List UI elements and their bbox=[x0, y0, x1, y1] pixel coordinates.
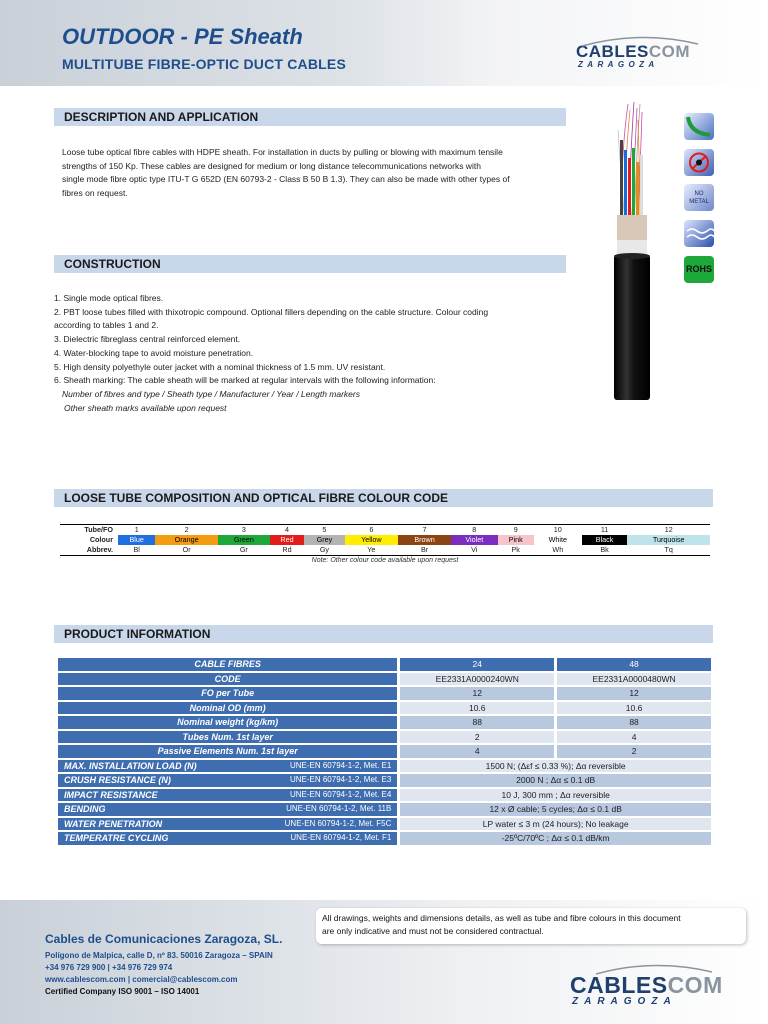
table-cell: Ye bbox=[345, 545, 398, 556]
table-row bbox=[58, 745, 711, 758]
table-cell: 88 bbox=[400, 716, 554, 729]
footer-certification: Certified Company ISO 9001 – ISO 14001 bbox=[45, 987, 200, 996]
table-cell: 2 bbox=[155, 525, 217, 536]
table-cell: 3 bbox=[218, 525, 270, 536]
test-label-cell bbox=[58, 774, 397, 787]
test-method: UNE-EN 60794-1-2, Met. F1 bbox=[290, 833, 392, 842]
colour-swatch: Turquoise bbox=[627, 535, 710, 545]
logo-subtext: ZARAGOZA bbox=[578, 60, 659, 69]
table-row bbox=[58, 687, 711, 700]
test-value: LP water ≤ 3 m (24 hours); No leakage bbox=[400, 818, 711, 831]
test-value: 1500 N; (Δεf ≤ 0.33 %); Δα reversible bbox=[400, 760, 711, 773]
construction-line: 4. Water-blocking tape to avoid moisture penetration. bbox=[54, 347, 254, 358]
column-header: 24 bbox=[400, 658, 554, 671]
footer-address: Polígono de Malpica, calle D, nº 83. 50016 Zaragoza – SPAIN bbox=[45, 951, 273, 960]
colour-code-heading: LOOSE TUBE COMPOSITION AND OPTICAL FIBRE COLOUR CODE bbox=[54, 489, 713, 507]
rohs-badge: ROHS bbox=[684, 256, 714, 283]
test-method: UNE-EN 60794-1-2, Met. E1 bbox=[289, 760, 392, 770]
test-value: 10 J, 300 mm ; Δα reversible bbox=[400, 789, 711, 802]
construction-line: 2. PBT loose tubes filled with thixotropic compound. Optional fillers depending on the cable structure. Colour coding bbox=[54, 306, 489, 317]
water-resistant-icon bbox=[684, 220, 714, 247]
construction-text bbox=[54, 292, 574, 415]
table-cell: 5 bbox=[304, 525, 345, 536]
colour-swatch: Red bbox=[270, 535, 304, 545]
logo-text-dark: CABLES bbox=[570, 972, 668, 998]
test-label-cell bbox=[58, 832, 397, 845]
row-label: Passive Elements Num. 1st layer bbox=[58, 745, 397, 758]
colour-swatch: Violet bbox=[451, 535, 497, 545]
colour-swatch: Green bbox=[218, 535, 270, 545]
test-row bbox=[58, 803, 711, 816]
table-cell: 2 bbox=[557, 745, 711, 758]
table-cell: Tq bbox=[627, 545, 710, 556]
colour-swatch: Grey bbox=[304, 535, 345, 545]
table-row bbox=[58, 731, 711, 744]
test-label: BENDING bbox=[64, 804, 106, 814]
table-row bbox=[58, 702, 711, 715]
test-method: UNE-EN 60794-1-2, Met. 11B bbox=[286, 804, 392, 813]
row-label: Abbrev. bbox=[60, 545, 118, 556]
table-cell: 4 bbox=[400, 745, 554, 758]
table-row bbox=[58, 673, 711, 686]
table-cell: 10.6 bbox=[557, 702, 711, 715]
table-cell: 11 bbox=[582, 525, 628, 536]
table-cell: 6 bbox=[345, 525, 398, 536]
description-text bbox=[62, 146, 572, 201]
description-line: fibres on request. bbox=[62, 188, 128, 199]
construction-line: 5. High density polyethyle outer jacket with a nominal thickness of 1.5 mm. UV resistant. bbox=[54, 361, 386, 372]
table-cell: 88 bbox=[557, 716, 711, 729]
test-label: WATER PENETRATION bbox=[64, 818, 163, 829]
table-cell: 12 bbox=[400, 687, 554, 700]
table-cell: 2 bbox=[400, 731, 554, 744]
row-label: Nominal weight (kg/km) bbox=[58, 716, 397, 729]
company-logo-footer bbox=[570, 972, 740, 1012]
test-label: TEMPERATRE CYCLING bbox=[64, 833, 169, 843]
colour-code-table bbox=[60, 524, 710, 556]
description-heading: DESCRIPTION AND APPLICATION bbox=[54, 108, 566, 126]
test-value: -25ºC/70ºC ; Δα ≤ 0.1 dB/km bbox=[400, 832, 711, 845]
test-method: UNE-EN 60794-1-2, Met. E4 bbox=[289, 789, 392, 799]
table-cell: EE2331A0000480WN bbox=[557, 673, 711, 686]
table-cell: 8 bbox=[451, 525, 497, 536]
description-line: strengths of 150 Kp. These cables are designed for medium or long distance telecommunications networks with bbox=[62, 160, 481, 171]
logo-swoosh-icon bbox=[574, 962, 734, 976]
page-subtitle: MULTITUBE FIBRE-OPTIC DUCT CABLES bbox=[62, 56, 346, 72]
test-label-cell bbox=[58, 803, 397, 816]
row-label: Tube/FO bbox=[60, 525, 118, 536]
table-cell: EE2331A0000240WN bbox=[400, 673, 554, 686]
table-cell: 1 bbox=[118, 525, 155, 536]
product-info-heading: PRODUCT INFORMATION bbox=[54, 625, 713, 643]
test-method: UNE-EN 60794-1-2, Met. F5C bbox=[284, 818, 392, 828]
construction-line: according to tables 1 and 2. bbox=[54, 320, 159, 331]
table-cell: Vi bbox=[451, 545, 497, 556]
table-cell: Gr bbox=[218, 545, 270, 556]
test-row bbox=[58, 832, 711, 845]
colour-code-note: Note: Other colour code available upon request bbox=[311, 557, 459, 564]
colour-swatch: Black bbox=[582, 535, 628, 545]
table-cell: Bl bbox=[118, 545, 155, 556]
table-cell: Wh bbox=[534, 545, 582, 556]
cable-illustration bbox=[590, 100, 680, 400]
company-logo bbox=[576, 42, 706, 76]
test-row bbox=[58, 774, 711, 787]
table-row bbox=[58, 716, 711, 729]
test-method: UNE-EN 60794-1-2, Met. E3 bbox=[289, 775, 392, 784]
table-cell: Gy bbox=[304, 545, 345, 556]
row-label: CODE bbox=[58, 673, 397, 686]
test-label-cell bbox=[58, 818, 397, 831]
colour-swatch: White bbox=[534, 535, 582, 545]
table-cell: Br bbox=[398, 545, 451, 556]
table-cell: 9 bbox=[498, 525, 534, 536]
logo-text-light: COM bbox=[667, 972, 723, 998]
logo-text-light: COM bbox=[648, 42, 691, 61]
table-cell: 12 bbox=[627, 525, 710, 536]
table-cell: 10 bbox=[534, 525, 582, 536]
table-cell: Pk bbox=[498, 545, 534, 556]
abbrev-row bbox=[60, 545, 710, 556]
no-metal-badge: NO METAL bbox=[684, 184, 714, 211]
test-value: 12 x Ø cable; 5 cycles; Δα ≤ 0.1 dB bbox=[400, 803, 711, 816]
test-label-cell bbox=[58, 789, 397, 802]
table-cell: Rd bbox=[270, 545, 304, 556]
table-cell: 4 bbox=[270, 525, 304, 536]
description-line: Loose tube optical fibre cables with HDPE sheath. For installation in ducts by pulling or blowing with maximum tensile bbox=[62, 147, 503, 157]
disclaimer-line: All drawings, weights and dimensions details, as well as tube and fibre colours in this document bbox=[322, 913, 681, 923]
row-label: Colour bbox=[89, 535, 113, 544]
construction-italic-line: Number of fibres and type / Sheath type / Manufacturer / Year / Length markers bbox=[62, 388, 360, 399]
table-cell: Or bbox=[155, 545, 217, 556]
test-label: CRUSH RESISTANCE (N) bbox=[64, 775, 171, 785]
logo-text-dark: CABLES bbox=[576, 42, 649, 61]
test-row bbox=[58, 818, 711, 831]
colour-row bbox=[60, 535, 710, 545]
disclaimer-line: are only indicative and must not be considered contractual. bbox=[322, 925, 544, 936]
construction-heading: CONSTRUCTION bbox=[54, 255, 566, 273]
construction-line: 3. Dielectric fibreglass central reinforced element. bbox=[54, 334, 241, 345]
product-table bbox=[58, 656, 711, 847]
table-header-row bbox=[58, 658, 711, 671]
tube-number-row bbox=[60, 525, 710, 536]
test-value: 2000 N ; Δα ≤ 0.1 dB bbox=[400, 774, 711, 787]
duct-install-icon bbox=[684, 113, 714, 140]
construction-line: 6. Sheath marking: The cable sheath will be marked at regular intervals with the following information: bbox=[54, 375, 436, 386]
colour-swatch: Orange bbox=[155, 535, 217, 545]
row-label: Tubes Num. 1st layer bbox=[58, 731, 397, 744]
footer-web-link[interactable]: www.cablescom.com | comercial@cablescom.com bbox=[45, 975, 238, 984]
test-label: IMPACT RESISTANCE bbox=[64, 789, 158, 800]
table-cell: 4 bbox=[557, 731, 711, 744]
disclaimer-box bbox=[316, 908, 746, 944]
colour-swatch: Brown bbox=[398, 535, 451, 545]
table-cell: Bk bbox=[582, 545, 628, 556]
logo-subtext: ZARAGOZA bbox=[572, 996, 677, 1007]
footer-phone: +34 976 729 900 | +34 976 729 974 bbox=[45, 963, 173, 972]
column-header: CABLE FIBRES bbox=[58, 658, 397, 671]
column-header: 48 bbox=[557, 658, 711, 671]
row-label: FO per Tube bbox=[58, 687, 397, 700]
table-cell: 12 bbox=[557, 687, 711, 700]
test-row bbox=[58, 760, 711, 773]
table-cell: 10.6 bbox=[400, 702, 554, 715]
construction-italic-line: Other sheath marks available upon request bbox=[64, 402, 227, 413]
footer-company-name: Cables de Comunicaciones Zaragoza, SL. bbox=[45, 932, 283, 946]
table-cell: 7 bbox=[398, 525, 451, 536]
row-label: Nominal OD (mm) bbox=[58, 702, 397, 715]
test-row bbox=[58, 789, 711, 802]
colour-swatch: Blue bbox=[118, 535, 155, 545]
page-title: OUTDOOR - PE Sheath bbox=[62, 24, 303, 49]
colour-swatch: Pink bbox=[498, 535, 534, 545]
colour-swatch: Yellow bbox=[345, 535, 398, 545]
test-label-cell bbox=[58, 760, 397, 773]
test-label: MAX. INSTALLATION LOAD (N) bbox=[64, 760, 197, 771]
construction-line: 1. Single mode optical fibres. bbox=[54, 293, 164, 303]
description-line: single mode fibre optic type ITU-T G 652D (EN 60793-2 - Class B 50 B 1.3). They can also be made with other types of bbox=[62, 174, 510, 185]
no-rodent-icon bbox=[684, 149, 714, 176]
logo-swoosh-icon bbox=[580, 34, 700, 48]
